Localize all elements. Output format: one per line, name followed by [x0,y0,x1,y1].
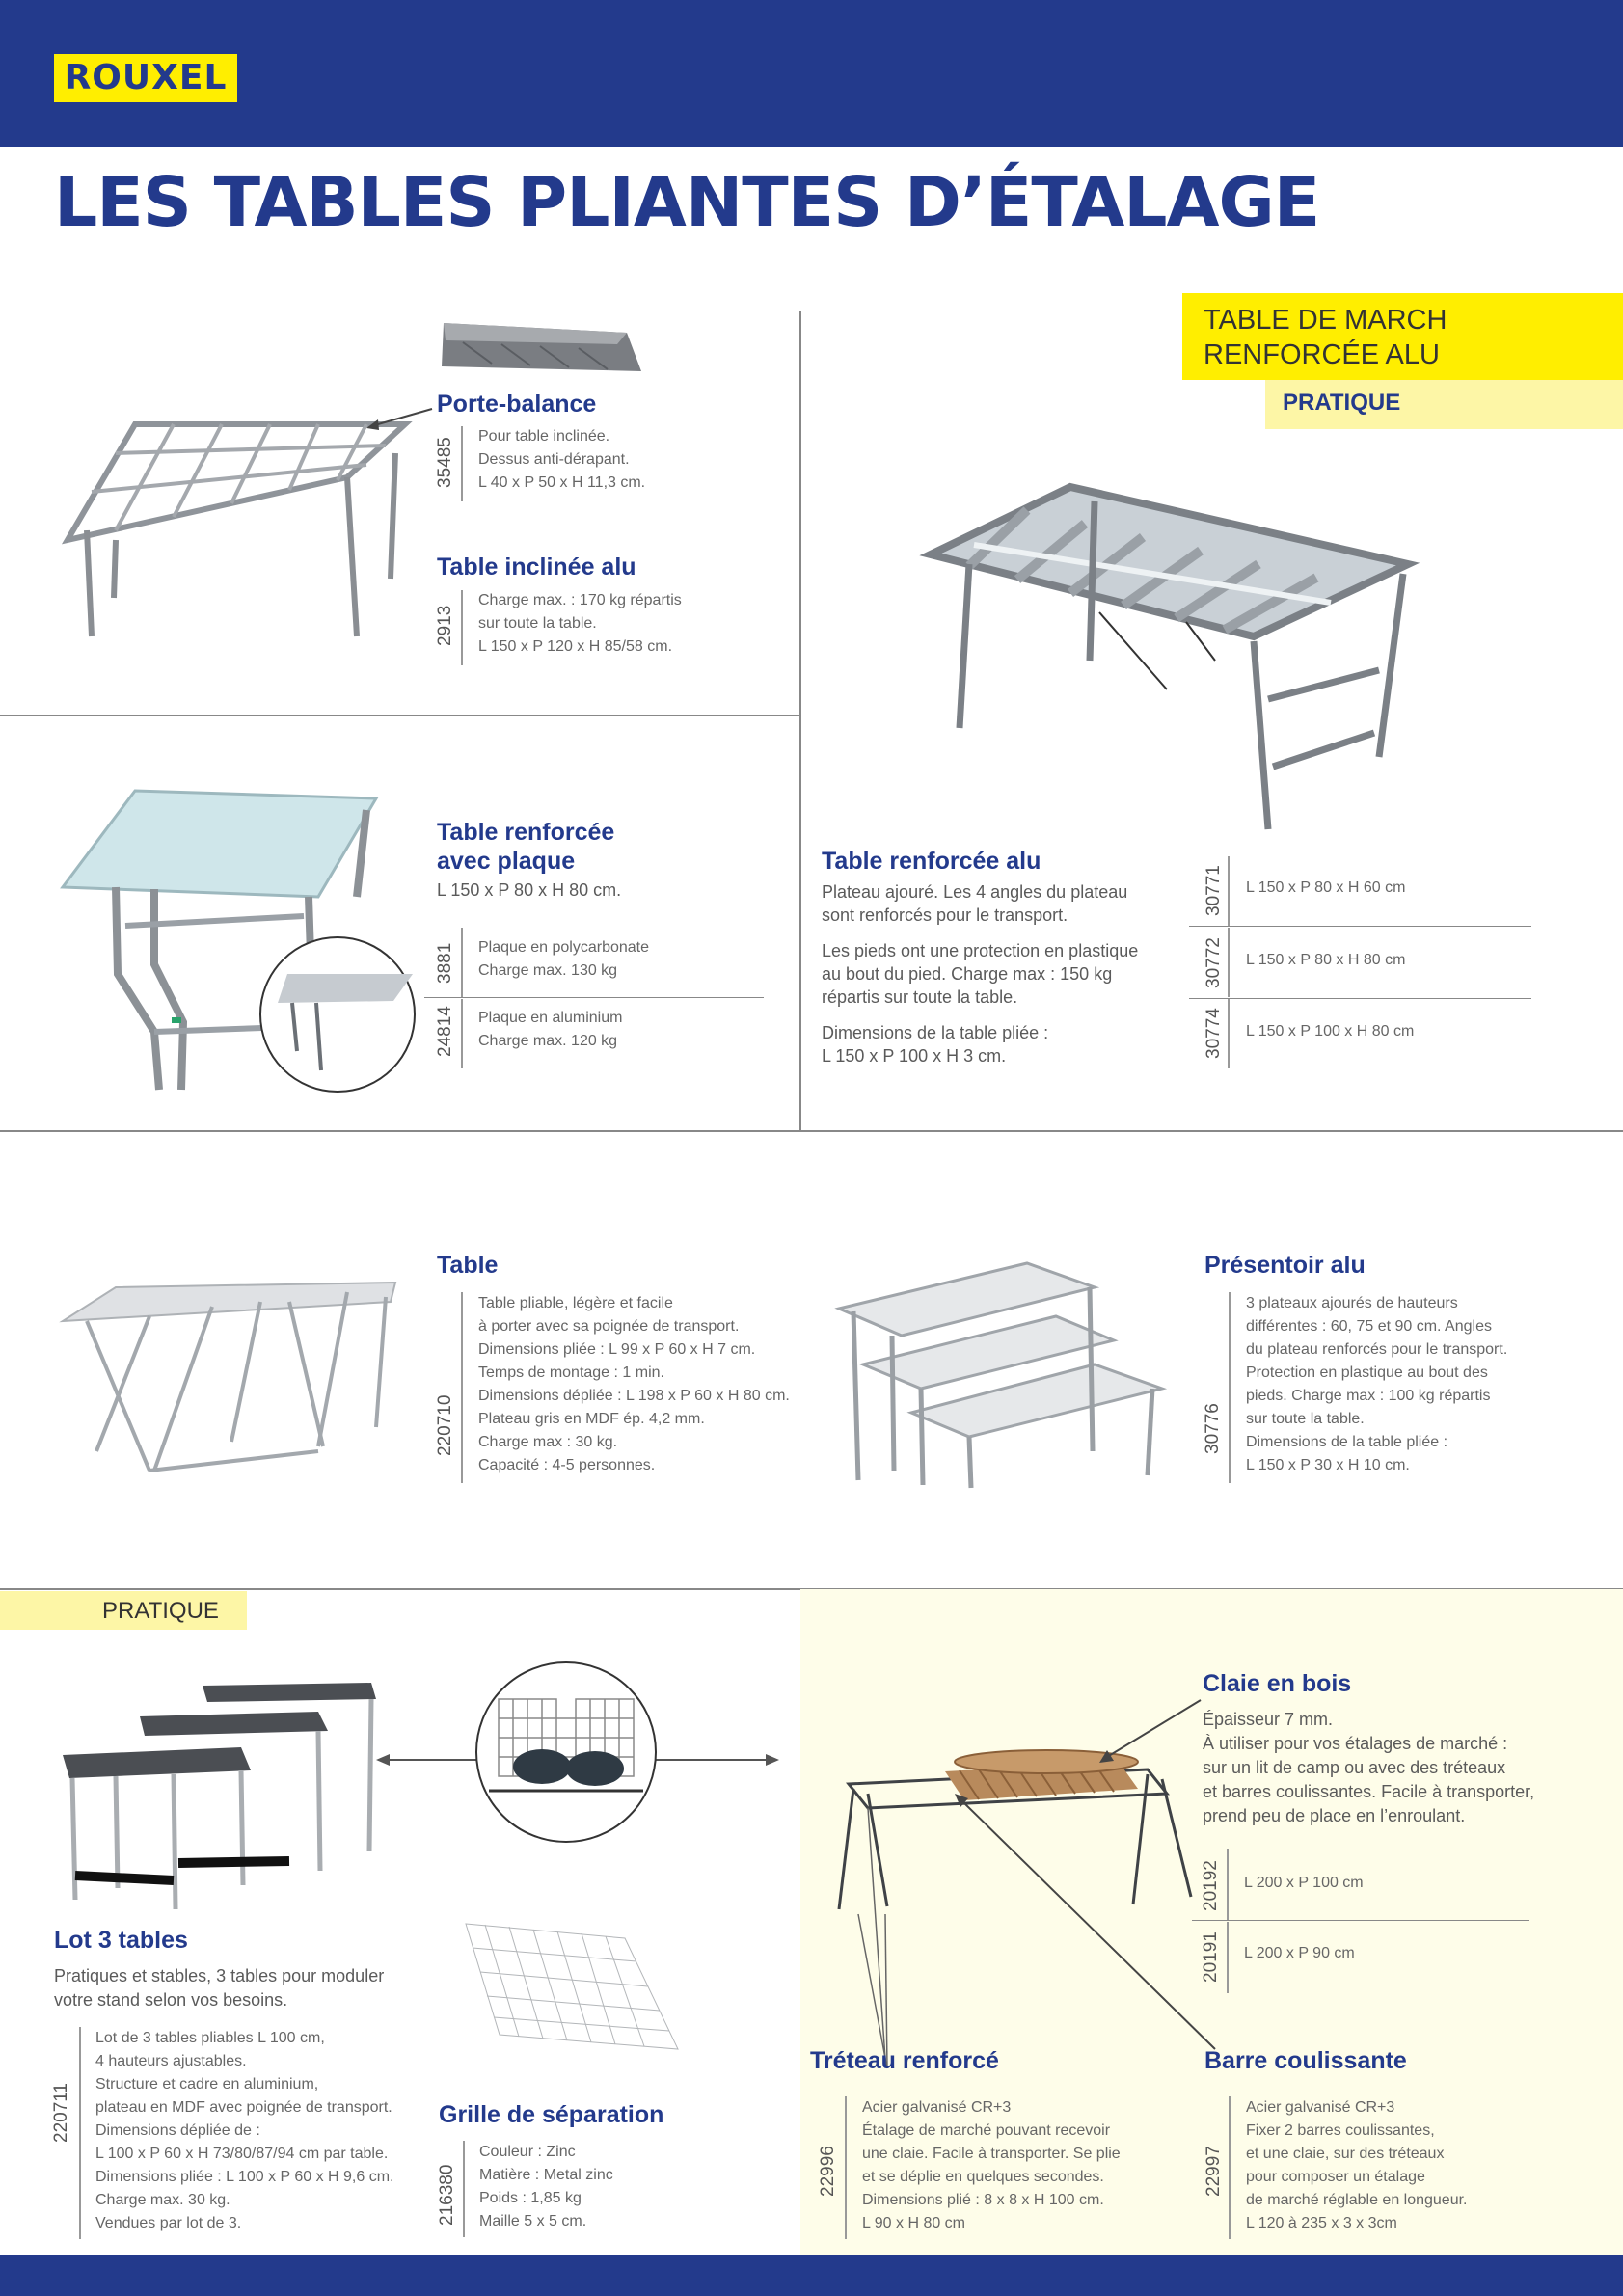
porte-balance-arrow [366,405,434,434]
desc-line: Maille 5 x 5 cm. [479,2213,587,2229]
page-title: LES TABLES PLIANTES D’ÉTALAGE [54,162,1320,242]
desc-line: Capacité : 4-5 personnes. [478,1457,656,1473]
claie-code-1: 20192 [1201,1860,1221,1911]
table-alu-code-2: 30772 [1204,937,1224,988]
divider-h2 [0,1130,1623,1132]
claie-dims-1: L 200 x P 100 cm [1244,1875,1364,1891]
desc-line: Dimensions dépliée de : [95,2122,260,2139]
table-plaque-code-2: 24814 [435,1006,455,1057]
table-plaque-code-1: 3881 [435,942,455,984]
desc-line: 3 plateaux ajourés de hauteurs [1246,1295,1458,1311]
desc-line: Protection en plastique au bout des [1246,1364,1488,1381]
desc-line: Acier galvanisé CR+3 [862,2099,1012,2116]
desc-line: Dimensions de la table pliée : [822,1023,1049,1042]
pratique-badge-top [1265,380,1623,429]
desc-line: à porter avec sa poignée de transport. [478,1318,740,1335]
table-alu-description [822,880,1138,1067]
desc-line: L 90 x H 80 cm [862,2215,966,2231]
table-desc [478,1292,790,1477]
table-alu-row-divider-2 [1189,998,1531,999]
desc-line: Fixer 2 barres coulissantes, [1246,2122,1435,2139]
presentoir-title: Présentoir alu [1204,1252,1366,1279]
desc-line: Dessus anti-dérapant. [478,451,630,468]
desc-line: répartis sur toute la table. [822,987,1018,1007]
desc-line: L 150 x P 100 x H 3 cm. [822,1046,1007,1066]
table-plaque-variant-2 [478,1007,622,1053]
desc-line: Dimensions pliée : L 99 x P 60 x H 7 cm. [478,1341,756,1358]
table-alu-dims-2: L 150 x P 80 x H 80 cm [1246,952,1406,968]
desc-line: Dimensions plié : 8 x 8 x H 100 cm. [862,2192,1104,2208]
desc-line: au bout du pied. Charge max : 150 kg [822,964,1113,984]
desc-line: 4 hauteurs ajustables. [95,2053,247,2069]
presentoir-desc [1246,1292,1507,1477]
claie-desc [1203,1708,1534,1828]
desc-line: et barres coulissantes. Facile à transporter, [1203,1782,1535,1801]
table-pliable-image [58,1278,405,1499]
desc-line: du plateau renforcés pour le transport. [1246,1341,1508,1358]
desc-line: Plateau ajouré. Les 4 angles du plateau [822,882,1128,902]
desc-line: sur toute la table. [478,615,597,632]
grille-rule [463,2141,465,2237]
grille-desc [479,2141,613,2233]
treteau-title: Tréteau renforcé [810,2047,999,2074]
desc-line: sont renforcés pour le transport. [822,905,1068,925]
desc-line: Dimensions de la table pliée : [1246,1434,1448,1450]
treteau-desc [862,2096,1121,2235]
desc-line: Poids : 1,85 kg [479,2190,582,2206]
presentoir-rule [1229,1292,1231,1483]
claie-rule-1 [1227,1849,1229,1920]
desc-line: Acier galvanisé CR+3 [1246,2099,1395,2116]
lot3-intro [54,1964,384,2012]
grille-title: Grille de séparation [439,2101,664,2128]
desc-line: pour composer un étalage [1246,2169,1425,2185]
table-alu-dims-3: L 150 x P 100 x H 80 cm [1246,1023,1415,1040]
table-alu-dims-1: L 150 x P 80 x H 60 cm [1246,879,1406,896]
desc-line: Vendues par lot de 3. [95,2215,242,2231]
variant-line: Charge max. 120 kg [478,1033,618,1049]
desc-line: plateau en MDF avec poignée de transport. [95,2099,392,2116]
claie-code-2: 20191 [1201,1931,1221,1983]
desc-line: L 150 x P 120 x H 85/58 cm. [478,638,673,655]
desc-line: À utiliser pour vos étalages de marché : [1203,1734,1508,1753]
desc-line: Lot de 3 tables pliables L 100 cm, [95,2030,325,2046]
table-plaque-rule-1 [461,928,463,997]
desc-line: Charge max. : 170 kg répartis [478,592,682,608]
table-code: 220710 [435,1394,455,1456]
header-bar [0,0,1623,147]
desc-line: Table pliable, légère et facile [478,1295,673,1311]
table-alu-row-divider-1 [1189,926,1531,927]
table-marche-banner [1182,293,1623,380]
variant-line: Charge max. 130 kg [478,962,618,979]
desc-line: prend peu de place en l’enroulant. [1203,1806,1466,1825]
claie-dims-2: L 200 x P 90 cm [1244,1945,1355,1961]
desc-line: Étalage de marché pouvant recevoir [862,2122,1111,2139]
treteau-code: 22996 [818,2146,838,2197]
desc-line: sur toute la table. [1246,1411,1365,1427]
claie-rule-2 [1227,1922,1229,1993]
desc-line: de marché réglable en longueur. [1246,2192,1468,2208]
barre-arrow [955,1794,1225,2054]
porte-balance-image [434,304,646,381]
table-rule [461,1292,463,1483]
table-plaque-rule-2 [461,999,463,1068]
claie-arrow [1099,1697,1205,1765]
table-alu-rule-3 [1228,999,1230,1068]
grille-code: 216380 [437,2164,457,2226]
table-marche-image [926,477,1418,834]
desc-line: Charge max : 30 kg. [478,1434,618,1450]
banner-line: RENFORCÉE ALU [1204,339,1440,370]
desc-line: Pratiques et stables, 3 tables pour moduler [54,1966,385,1985]
desc-line: Dimensions pliée : L 100 x P 60 x H 9,6 cm. [95,2169,394,2185]
pratique-label: PRATIQUE [1283,390,1401,416]
table-alu-code-3: 30774 [1204,1008,1224,1059]
pratique-label: PRATIQUE [102,1598,219,1624]
variant-line: Plaque en aluminium [478,1010,623,1026]
variant-line: Plaque en polycarbonate [478,939,650,956]
footer-bar [0,2255,1623,2296]
brand-logo: ROUXEL [54,54,237,102]
barre-rule [1229,2096,1231,2239]
table-inclinee-title: Table inclinée alu [437,554,636,581]
table-alu-code-1: 30771 [1204,865,1224,916]
desc-line: Plateau gris en MDF ép. 4,2 mm. [478,1411,705,1427]
desc-line: différentes : 60, 75 et 90 cm. Angles [1246,1318,1492,1335]
desc-line: L 150 x P 30 x H 10 cm. [1246,1457,1410,1473]
table-inclinee-code: 2913 [435,605,455,646]
lot3-rule [79,2027,81,2239]
table-plaque-variant-1 [478,936,649,983]
grille-detail-circle [474,1661,658,1844]
table-alu-rule-1 [1228,856,1230,926]
table-alu-rule-2 [1228,928,1230,997]
desc-line: sur un lit de camp ou avec des tréteaux [1203,1758,1506,1777]
desc-line: Épaisseur 7 mm. [1203,1710,1334,1729]
treteau-rule [845,2096,847,2239]
table-plaque-title [437,818,614,876]
desc-line: Structure et cadre en aluminium, [95,2076,319,2093]
claie-row-divider [1192,1920,1529,1921]
lot3-title: Lot 3 tables [54,1927,188,1954]
presentoir-code: 30776 [1203,1403,1223,1454]
desc-line: L 40 x P 50 x H 11,3 cm. [478,474,646,491]
desc-line: votre stand selon vos besoins. [54,1990,288,2010]
barre-code: 22997 [1204,2146,1224,2197]
banner-line: TABLE DE MARCH [1204,305,1447,336]
table-plaque-dims: L 150 x P 80 x H 80 cm. [437,880,622,900]
desc-line: Dimensions dépliée : L 198 x P 60 x H 80 cm. [478,1388,790,1404]
table-alu-title: Table renforcée alu [822,848,1041,875]
desc-line: et se déplie en quelques secondes. [862,2169,1104,2185]
barre-desc [1246,2096,1468,2235]
divider-h1 [0,715,799,716]
desc-line: et une claie, sur des tréteaux [1246,2146,1445,2162]
title-line: Table renforcée [437,819,615,846]
plaque-detail-circle [258,935,418,1094]
porte-balance-title: Porte-balance [437,391,597,418]
grille-image [461,1919,683,2064]
divider-vertical-top [799,311,801,1130]
barre-title: Barre coulissante [1204,2047,1407,2074]
desc-line: Matière : Metal zinc [479,2167,613,2183]
table-plaque-row-divider [424,997,764,998]
table-inclinee-desc [478,589,682,659]
porte-balance-desc [478,425,645,495]
porte-balance-code: 35485 [435,437,455,488]
desc-line: Les pieds ont une protection en plastique [822,941,1139,960]
desc-line: Pour table inclinée. [478,428,610,445]
desc-line: L 100 x P 60 x H 73/80/87/94 cm par table. [95,2146,389,2162]
lot3-tables-image [58,1678,386,1914]
table-inclinee-rule [461,590,463,665]
title-line: avec plaque [437,848,576,875]
table-title: Table [437,1252,499,1279]
desc-line: Couleur : Zinc [479,2144,576,2160]
desc-line: Charge max. 30 kg. [95,2192,230,2208]
pratique-badge-bottom [0,1591,247,1630]
desc-line: une claie. Facile à transporter. Se plie [862,2146,1121,2162]
desc-line: pieds. Charge max : 100 kg répartis [1246,1388,1491,1404]
lot3-code: 220711 [51,2083,71,2143]
desc-line: Temps de montage : 1 min. [478,1364,664,1381]
lot3-desc [95,2027,393,2235]
presentoir-image [834,1258,1172,1490]
claie-title: Claie en bois [1203,1670,1352,1697]
porte-balance-rule [461,426,463,501]
desc-line: L 120 à 235 x 3 x 3cm [1246,2215,1397,2231]
